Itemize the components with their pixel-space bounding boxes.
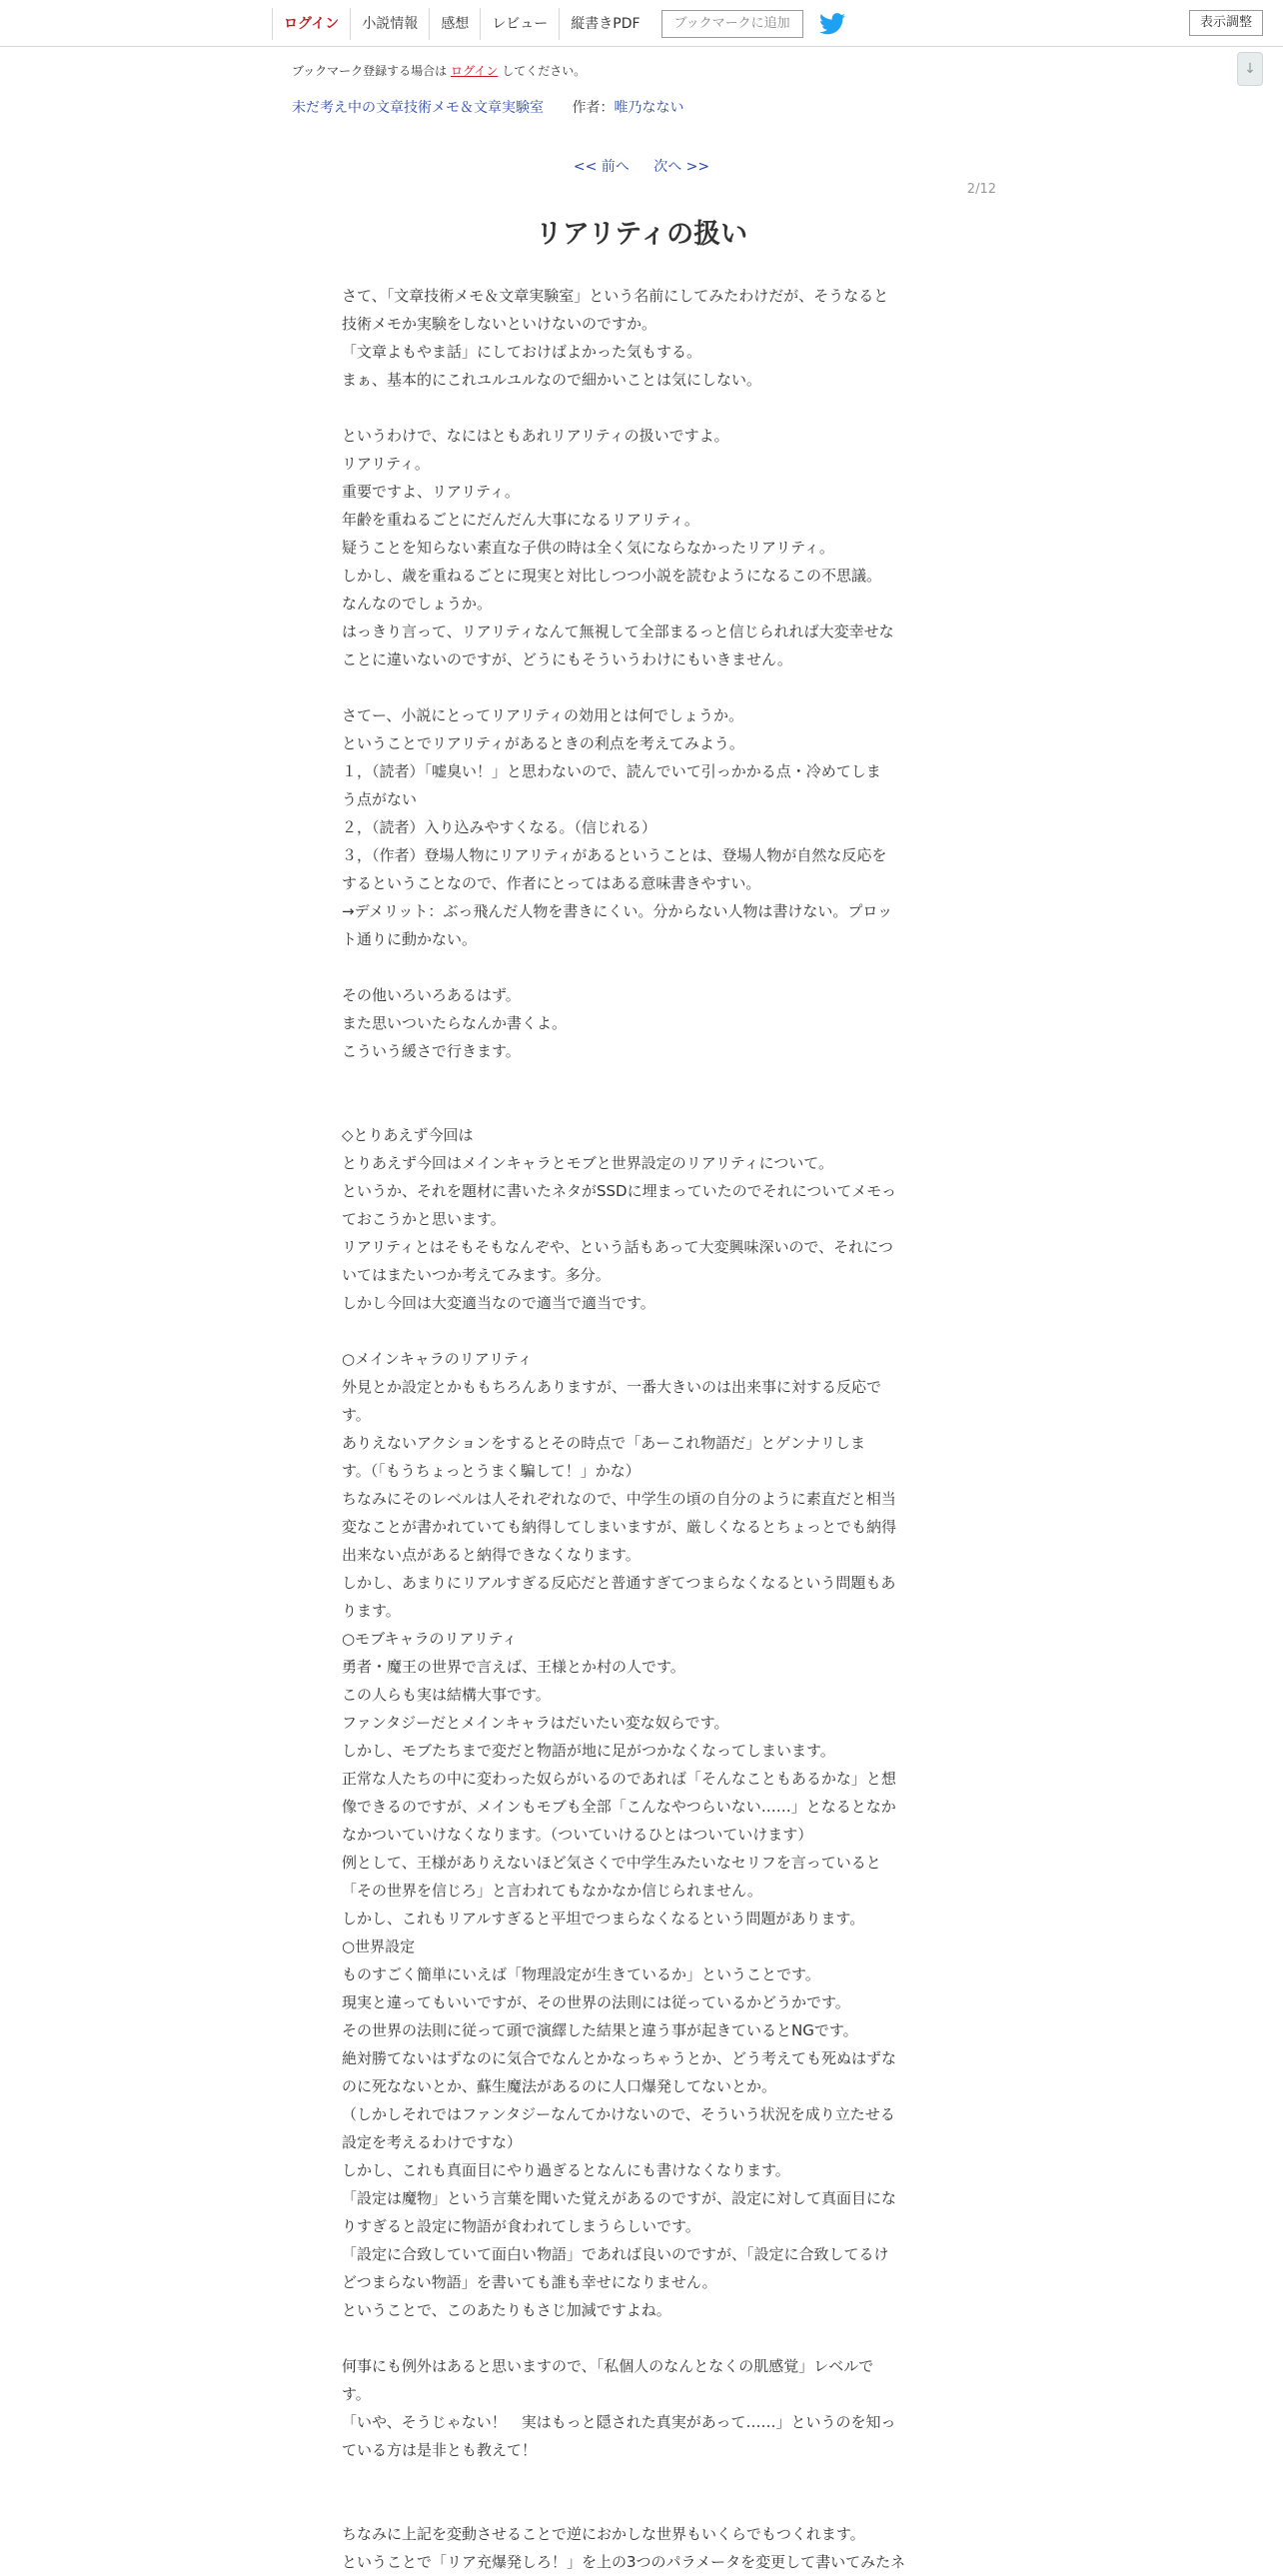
arrow-down-icon[interactable]: ↓ — [1237, 52, 1263, 86]
body-line: う点がない — [342, 790, 418, 808]
body-line: 外見とか設定とかももちろんありますが、一番大きいのは出来事に対する反応で — [342, 1378, 882, 1396]
body-line: 技術メモか実験をしないといけないのですか。 — [342, 315, 657, 333]
body-line: す。 — [342, 1406, 371, 1424]
body-line: はっきり言って、リアリティなんて無視して全部まるっと信じられれば大変幸せな — [342, 623, 894, 641]
body-line: リアリティとはそもそもなんぞや、という話もあって大変興味深いので、それにつ — [342, 1238, 893, 1256]
body-line: 像できるのですが、メインもモブも全部「こんなやつらいない……」となるとなか — [342, 1798, 896, 1816]
bookmark-note-after: してください。 — [502, 64, 587, 78]
pager — [0, 156, 1283, 176]
chapter-title: リアリティの扱い — [535, 219, 748, 250]
body-line: 「その世界を信じろ」と言われてもなかなか信じられません。 — [342, 1882, 762, 1900]
nav-review[interactable]: レビュー — [480, 8, 559, 40]
body-line: 重要ですよ、リアリティ。 — [342, 483, 520, 501]
body-line: とりあえず今回はメインキャラとモブと世界設定のリアリティについて。 — [342, 1154, 834, 1172]
body-line: 例として、王様がありえないほど気さくで中学生みたいなセリフを言っていると — [342, 1854, 881, 1872]
body-line: しかし、モブたちまで変だと物語が地に足がつかなくなってしまいます。 — [342, 1742, 835, 1760]
body-line: １，（読者）「嘘臭い！」と思わないので、読んでいて引っかかる点・冷めてしま — [342, 762, 881, 780]
bookmark-note-login-link[interactable]: ログイン — [451, 64, 499, 78]
body-line: ということで「リア充爆発しろ！」を上の3つのパラメータを変更して書いてみたネ — [342, 2553, 906, 2571]
author-label: 作者： — [572, 100, 615, 116]
bookmark-login-note — [292, 62, 586, 79]
body-line: しかし、これも真面目にやり過ぎるとなんにも書けなくなります。 — [342, 2161, 790, 2179]
body-line: どつまらない物語」を書いても誰も幸せになりません。 — [342, 2273, 717, 2291]
body-line: なかついていけなくなります。（ついていけるひとはついていけます） — [342, 1826, 813, 1844]
novel-body — [342, 282, 941, 2576]
body-line: ておこうかと思います。 — [342, 1210, 506, 1228]
body-line: ります。 — [342, 1602, 401, 1620]
body-line: 「文章よもやま話」にしておけばよかった気もする。 — [342, 343, 702, 361]
body-line — [342, 2464, 941, 2492]
body-line: りすぎると設定に物語が食われてしまうらしいです。 — [342, 2217, 700, 2235]
body-line: 変なことが書かれていても納得してしまいますが、厳しくなるとちょっとでも納得 — [342, 1518, 897, 1536]
top-nav — [272, 8, 845, 40]
nav-login[interactable]: ログイン — [272, 8, 350, 40]
display-settings-button[interactable]: 表示調整 — [1189, 10, 1263, 36]
nav-vertical-pdf[interactable]: 縦書きPDF — [559, 8, 650, 40]
body-line: →デメリット：ぶっ飛んだ人物を書きにくい。分からない人物は書けない。プロッ — [342, 902, 893, 920]
page-number: 2/12 — [966, 182, 996, 197]
twitter-icon[interactable] — [819, 13, 845, 35]
body-line — [342, 2492, 941, 2520]
body-line: なんなのでしょうか。 — [342, 595, 493, 613]
author-link[interactable]: 唯乃なない — [614, 100, 684, 116]
body-line: ことに違いないのですが、どうにもそういうわけにもいきません。 — [342, 650, 792, 668]
body-line: ト通りに動かない。 — [342, 930, 478, 948]
body-line: いてはまたいつか考えてみます。多分。 — [342, 1266, 611, 1284]
body-line: ○モブキャラのリアリティ — [342, 1630, 518, 1648]
next-page-link[interactable]: 次へ >> — [653, 159, 710, 175]
body-line — [342, 1065, 941, 1093]
body-line: 何事にも例外はあると思いますので、「私個人のなんとなくの肌感覚」レベルで — [342, 2357, 874, 2375]
nav-novel-info[interactable]: 小説情報 — [350, 8, 429, 40]
body-line: 勇者・魔王の世界で言えば、王様とか村の人です。 — [342, 1658, 685, 1676]
body-line: のに死なないとか、蘇生魔法があるのに人口爆発してないとか。 — [342, 2077, 777, 2095]
body-line: ということでリアリティがあるときの利点を考えてみよう。 — [342, 734, 744, 752]
body-line: ○世界設定 — [342, 1937, 416, 1955]
body-line: 疑うことを知らない素直な子供の時は全く気にならなかったリアリティ。 — [342, 539, 834, 557]
body-line — [342, 673, 941, 701]
body-line: ２，（読者）入り込みやすくなる。（信じれる） — [342, 818, 657, 836]
body-line: さて、「文章技術メモ＆文章実験室」という名前にしてみたわけだが、そうなると — [342, 287, 889, 305]
top-bar — [0, 0, 1283, 47]
body-line: ◇とりあえず今回は — [342, 1126, 474, 1144]
prev-page-link[interactable]: << 前へ — [573, 159, 630, 175]
series-title-link[interactable]: 未だ考え中の文章技術メモ＆文章実験室 — [292, 100, 544, 116]
body-line: ３，（作者）登場人物にリアリティがあるということは、登場人物が自然な反応を — [342, 846, 887, 864]
body-line — [342, 394, 941, 422]
body-line: さてー、小説にとってリアリティの効用とは何でしょうか。 — [342, 706, 744, 724]
body-line: リアリティ。 — [342, 455, 430, 473]
body-line: （しかしそれではファンタジーなんてかけないので、そういう状況を成り立たせる — [342, 2105, 895, 2123]
body-line: また思いついたらなんか書くよ。 — [342, 1014, 568, 1032]
bookmark-note-before: ブックマーク登録する場合は — [292, 64, 448, 78]
body-line: その他いろいろあるはず。 — [342, 986, 521, 1004]
body-line: ということで、このあたりもさじ加減ですよね。 — [342, 2301, 671, 2319]
body-line: 「設定に合致していて面白い物語」であれば良いのですが、「設定に合致してるけ — [342, 2245, 889, 2263]
body-line: 絶対勝てないはずなのに気合でなんとかなっちゃうとか、どう考えても死ぬはずな — [342, 2049, 897, 2067]
body-line: しかし、これもリアルすぎると平坦でつまらなくなるという問題があります。 — [342, 1910, 865, 1928]
body-line: ありえないアクションをするとその時点で「あーこれ物語だ」とゲンナリしま — [342, 1434, 865, 1452]
body-line: 設定を考えるわけですな） — [342, 2133, 523, 2151]
body-line: この人らも実は結構大事です。 — [342, 1686, 551, 1704]
body-line: その世界の法則に従って頭で演繹した結果と違う事が起きているとNGです。 — [342, 2021, 858, 2039]
body-line: するということなので、作者にとってはある意味書きやすい。 — [342, 874, 761, 892]
body-line: しかし、あまりにリアルすぎる反応だと普通すぎてつまらなくなるという問題もあ — [342, 1574, 896, 1592]
body-line — [342, 953, 941, 981]
body-line: 正常な人たちの中に変わった奴らがいるのであれば「そんなこともあるかな」と想 — [342, 1770, 896, 1788]
body-line: しかし今回は大変適当なので適当で適当です。 — [342, 1294, 655, 1312]
body-line: ちなみにそのレベルは人それぞれなので、中学生の頃の自分のように素直だと相当 — [342, 1490, 896, 1508]
body-line: しかし、歳を重ねるごとに現実と対比しつつ小説を読むようになるこの不思議。 — [342, 567, 882, 585]
body-line: まぁ、基本的にこれユルユルなので細かいことは気にしない。 — [342, 371, 762, 389]
body-line: 出来ない点があると納得できなくなります。 — [342, 1546, 641, 1564]
body-line — [342, 1317, 941, 1345]
body-line — [342, 2324, 941, 2352]
body-line: 年齢を重ねるごとにだんだん大事になるリアリティ。 — [342, 511, 699, 529]
body-line: というわけで、なにはともあれリアリティの扱いですよ。 — [342, 427, 729, 445]
body-line: 「設定は魔物」という言葉を聞いた覚えがあるのですが、設定に対して真面目にな — [342, 2189, 897, 2207]
body-line: 現実と違ってもいいですが、その世界の法則には従っているかどうかです。 — [342, 1993, 850, 2011]
series-info — [292, 97, 683, 117]
add-bookmark-button[interactable]: ブックマークに追加 — [661, 10, 803, 38]
body-line: ている方は是非とも教えて！ — [342, 2441, 538, 2459]
body-line: す。（「もうちょっとうまく騙して！」かな） — [342, 1462, 641, 1480]
nav-impressions[interactable]: 感想 — [429, 8, 480, 40]
body-line — [342, 1093, 941, 1121]
body-line: こういう緩さで行きます。 — [342, 1042, 521, 1060]
body-line: というか、それを題材に書いたネタがSSDに埋まっていたのでそれについてメモっ — [342, 1182, 896, 1200]
body-line: す。 — [342, 2385, 371, 2403]
body-line: ○メインキャラのリアリティ — [342, 1350, 533, 1368]
body-line: ファンタジーだとメインキャラはだいたい変な奴らです。 — [342, 1714, 729, 1732]
body-line: ちなみに上記を変動させることで逆におかしな世界もいくらでもつくれます。 — [342, 2525, 865, 2543]
body-line: ものすごく簡単にいえば「物理設定が生きているか」ということです。 — [342, 1965, 820, 1983]
body-line: 「いや、そうじゃない！ 実はもっと隠された真実があって……」というのを知っ — [342, 2413, 896, 2431]
